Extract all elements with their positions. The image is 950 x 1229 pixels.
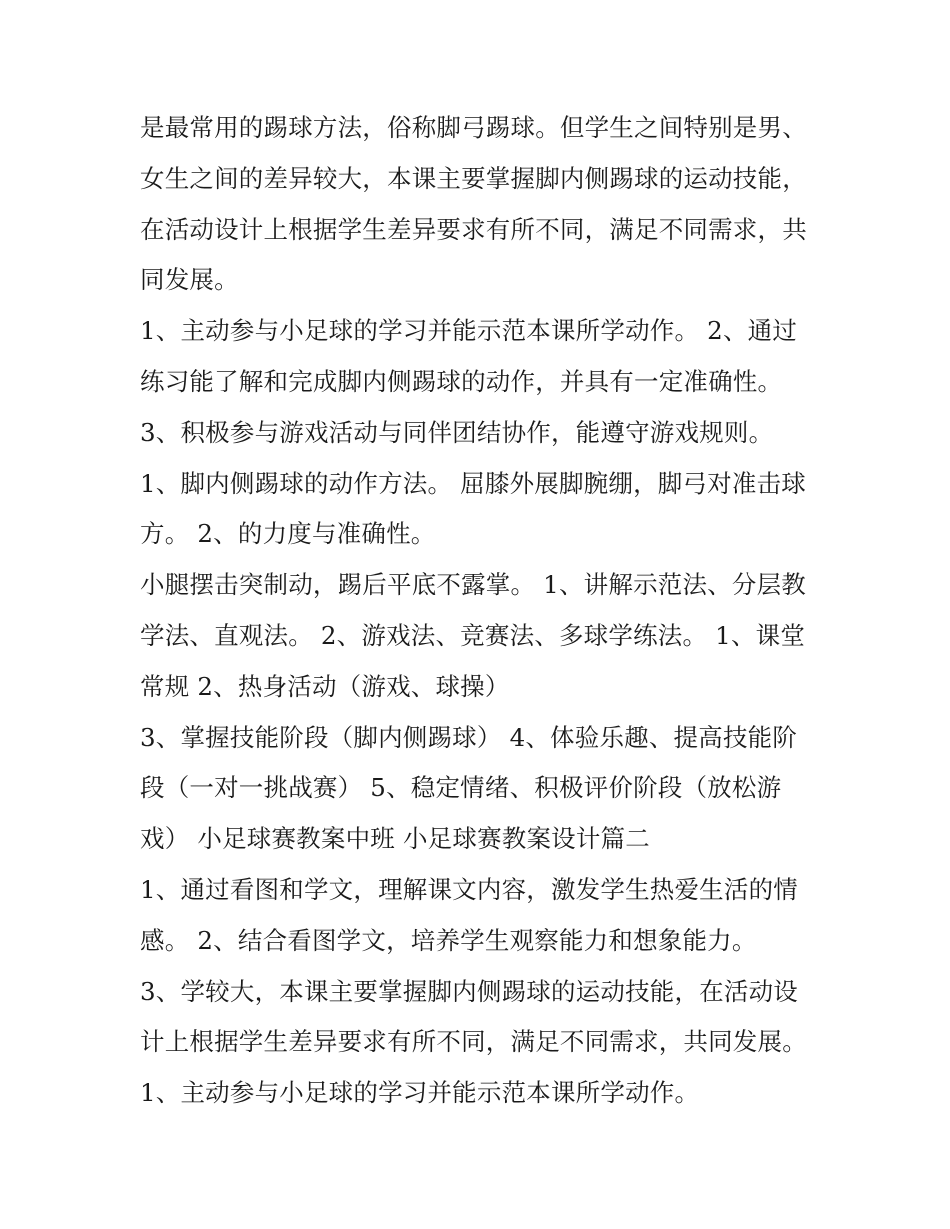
text-line: 段（一对一挑战赛） 5、稳定情绪、积极评价阶段（放松游	[140, 773, 782, 803]
text-line: 练习能了解和完成脚内侧踢球的动作，并具有一定准确性。	[140, 366, 783, 396]
text-line: 1、脚内侧踢球的动作方法。 屈膝外展脚腕绷，脚弓对准击球	[140, 468, 806, 498]
text-line: 3、积极参与游戏活动与同伴团结协作，能遵守游戏规则。	[140, 417, 774, 447]
text-line: 1、主动参与小足球的学习并能示范本课所学动作。	[140, 1078, 700, 1108]
text-line: 计上根据学生差异要求有所不同，满足不同需求，共同发展。	[140, 1027, 807, 1057]
text-line: 同发展。	[140, 265, 239, 295]
text-line: 小腿摆击突制动，踢后平底不露掌。 1、讲解示范法、分层教	[140, 570, 806, 600]
text-line: 1、主动参与小足球的学习并能示范本课所学动作。 2、通过	[140, 316, 798, 346]
text-line: 3、掌握技能阶段（脚内侧踢球） 4、体验乐趣、提高技能阶	[140, 722, 798, 752]
text-line: 戏） 小足球赛教案中班 小足球赛教案设计篇二	[140, 824, 650, 854]
text-line: 女生之间的差异较大，本课主要掌握脚内侧踢球的运动技能，	[140, 163, 807, 193]
document-body	[140, 103, 820, 1119]
text-line: 在活动设计上根据学生差异要求有所不同，满足不同需求，共	[140, 214, 807, 244]
text-line: 常规 2、热身活动（游戏、球操）	[140, 671, 510, 701]
text-line: 学法、直观法。 2、游戏法、竞赛法、多球学练法。 1、课堂	[140, 620, 806, 650]
text-line: 是最常用的踢球方法，俗称脚弓踢球。但学生之间特别是男、	[140, 113, 807, 142]
text-line: 方。 2、的力度与准确性。	[140, 519, 436, 549]
text-line: 感。 2、结合看图学文，培养学生观察能力和想象能力。	[140, 925, 757, 955]
text-line: 3、学较大，本课主要掌握脚内侧踢球的运动技能，在活动设	[140, 976, 798, 1006]
text-line: 1、通过看图和学文，理解课文内容，激发学生热爱生活的情	[140, 874, 798, 904]
